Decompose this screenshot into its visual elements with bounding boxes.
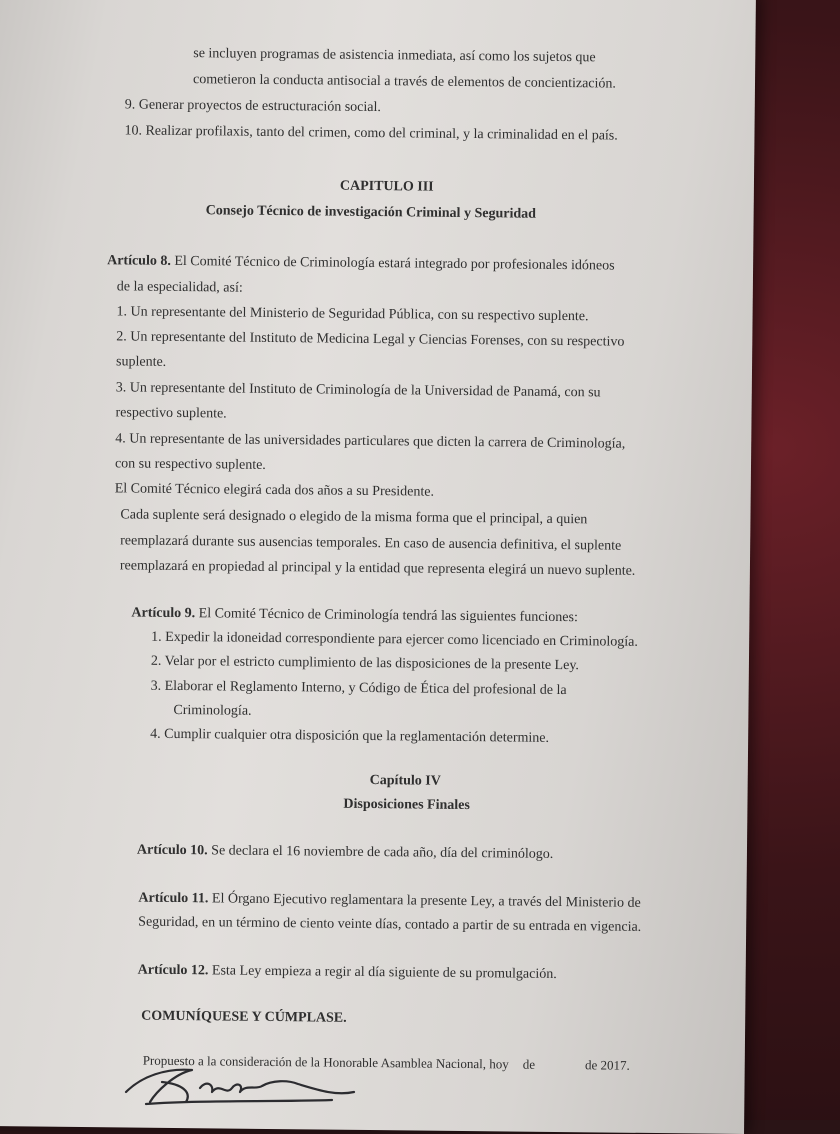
article-8-paragraph-2: Cada suplente será designado o elegido de la misma forma que el principal, a quien — [120, 507, 588, 528]
list-item-9: 9. Generar proyectos de estructuración social. — [124, 97, 381, 116]
article-12 — [138, 962, 557, 984]
article-10-label: Artículo 10. — [136, 842, 208, 859]
proposal-year: de 2017. — [584, 1057, 630, 1073]
article-12-text: Esta Ley empieza a regir al día siguiente de su promulgación. — [208, 963, 557, 982]
list-item-10: 10. Realizar profilaxis, tanto del crimen, como del criminal, y la criminalidad en el país. — [124, 123, 618, 144]
article-8-paragraph-1: El Comité Técnico elegirá cada dos años a su Presidente. — [114, 481, 435, 500]
article-8-item-1: 1. Un representante del Ministerio de Seguridad Pública, con su respectivo suplente. — [116, 304, 589, 325]
list-continuation-line-2: cometieron la conducta antisocial a través de elementos de concientización. — [192, 72, 617, 92]
proposal-de: de — [522, 1056, 536, 1072]
article-9-item-3: 3. Elaborar el Reglamento Interno, y Código de Ética del profesional de la — [150, 678, 567, 699]
article-8-text: El Comité Técnico de Criminología estará integrado por profesionales idóneos — [170, 253, 615, 274]
article-8-intro-line-2: de la especialidad, así: — [116, 279, 243, 296]
article-8-intro — [107, 252, 615, 275]
article-8-item-3: 3. Un representante del Instituto de Criminología de la Universidad de Panamá, con su — [115, 380, 601, 401]
article-8-paragraph-2-line-3: reemplazará en propiedad al principal y la entidad que representa elegirá un nuevo suplente. — [119, 558, 636, 579]
signature-image — [122, 1062, 362, 1110]
article-8-item-3-cont: respectivo suplente. — [115, 405, 227, 422]
article-11-line-2: Seguridad, en un término de ciento veinte días, contado a partir de su entrada en vigencia. — [138, 914, 642, 935]
article-8-item-2: 2. Un representante del Instituto de Medicina Legal y Ciencias Forenses, con su respectivo — [116, 329, 625, 350]
closing-formula: COMUNÍQUESE Y CÚMPLASE. — [141, 1008, 347, 1026]
article-9-item-4: 4. Cumplir cualquier otra disposición que la reglamentación determine. — [150, 726, 550, 746]
article-10 — [137, 842, 554, 864]
article-9-label: Artículo 9. — [131, 605, 196, 622]
chapter-4-subtitle: Disposiciones Finales — [343, 796, 470, 814]
article-8-item-4-cont: con su respectivo suplente. — [114, 456, 266, 473]
article-9-item-3-cont: Criminología. — [173, 702, 252, 719]
article-9-item-2: 2. Velar por el estricto cumplimiento de las disposiciones de la presente Ley. — [150, 653, 580, 674]
article-11 — [138, 890, 640, 913]
article-9-intro — [131, 605, 578, 628]
list-continuation-line-1: se incluyen programas de asistencia inmediata, así como los sujetos que — [193, 46, 596, 66]
article-8-item-4: 4. Un representante de las universidades particulares que dicten la carrera de Criminología, — [115, 431, 626, 452]
article-10-text: Se declara el 16 noviembre de cada año, día del criminólogo. — [207, 843, 554, 862]
article-9-item-1: 1. Expedir la idoneidad correspondiente para ejercer como licenciado en Criminología. — [151, 629, 638, 650]
article-8-item-2-cont: suplente. — [115, 354, 167, 370]
chapter-3-subtitle: Consejo Técnico de investigación Criminal y Seguridad — [205, 203, 537, 222]
article-8-label: Artículo 8. — [107, 253, 171, 269]
article-12-label: Artículo 12. — [137, 962, 209, 979]
chapter-3-title: CAPITULO III — [339, 178, 434, 195]
article-9-text: El Comité Técnico de Criminología tendrá las siguientes funciones: — [195, 606, 578, 626]
article-8-paragraph-2-line-2: reemplazará durante sus ausencias temporales. En caso de ausencia definitiva, el suplente — [120, 533, 622, 554]
chapter-4-title: Capítulo IV — [369, 773, 441, 789]
proposal-text: Propuesto a la consideración de la Honorable Asamblea Nacional, hoy — [142, 1052, 509, 1072]
article-11-text: El Órgano Ejecutivo reglamentara la presente Ley, a través del Ministerio de — [208, 891, 641, 911]
article-11-label: Artículo 11. — [138, 890, 209, 907]
